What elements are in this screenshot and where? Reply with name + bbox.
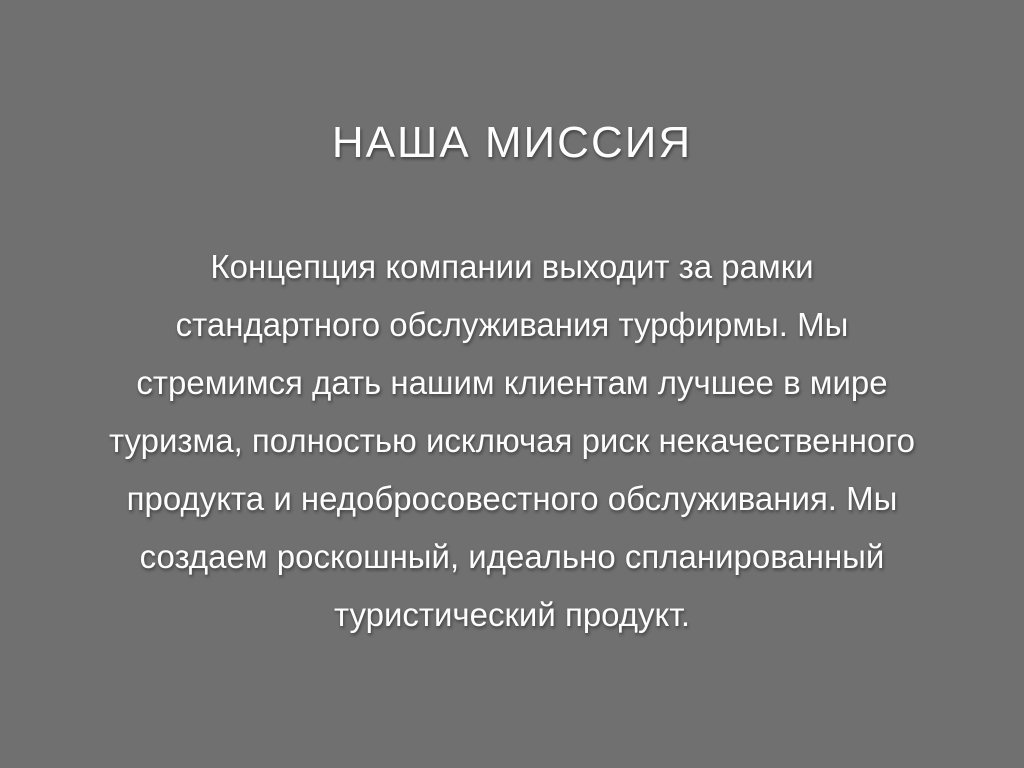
body-line: Концепция компании выходит за рамки: [210, 248, 814, 285]
body-line: туристический продукт.: [333, 596, 690, 633]
body-line: создаем роскошный, идеально спланированный: [139, 538, 885, 575]
slide-title: НАША МИССИЯ: [331, 118, 693, 167]
body-line: стремимся дать нашим клиентам лучшее в мире: [136, 364, 888, 401]
body-line: продукта и недобросовестного обслуживания. Мы: [126, 480, 898, 517]
body-line: стандартного обслуживания турфирмы. Мы: [175, 306, 849, 343]
slide-body-paragraph: [12, 238, 1012, 644]
body-line: туризма, полностью исключая риск некачественного: [109, 422, 915, 459]
